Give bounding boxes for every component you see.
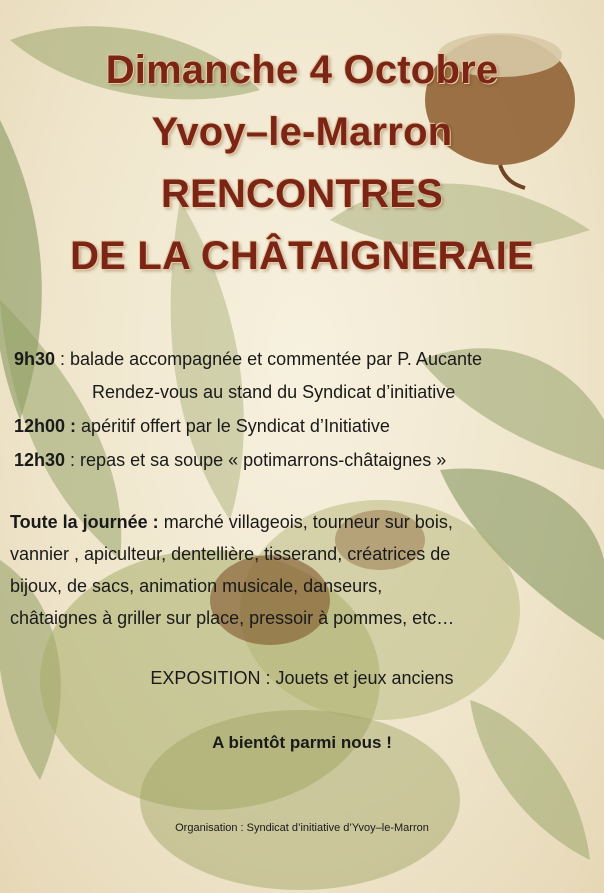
schedule-item [14,450,446,471]
allday-line [10,512,453,533]
schedule-item [14,349,482,370]
allday-line: bijoux, de sacs, animation musicale, danseurs, [10,576,383,596]
allday-label: Toute la journée : [10,512,159,532]
title-location: Yvoy–le-Marron [151,110,453,154]
schedule-time: 12h30 [14,450,66,470]
schedule-time: 9h30 [14,349,56,369]
exposition: EXPOSITION : Jouets et jeux anciens [150,668,454,688]
allday-line: châtaignes à griller sur place, pressoir à pommes, etc… [10,608,455,628]
allday-text: marché villageois, tourneur sur bois, [158,512,453,532]
schedule-subtext: Rendez-vous au stand du Syndicat d’initiative [92,382,456,402]
schedule-time: 12h00 : [14,416,77,436]
allday-line: vannier , apiculteur, dentellière, tisserand, créatrices de [10,544,451,564]
schedule-text: apéritif offert par le Syndicat d’Initiative [76,416,390,436]
schedule-text: : balade accompagnée et commentée par P. Aucante [55,349,482,369]
closing-message: A bientôt parmi nous ! [212,733,392,752]
title-event-line2: DE LA CHÂTAIGNERAIE [70,234,534,278]
title-event-line1: RENCONTRES [160,172,444,216]
title-date: Dimanche 4 Octobre [105,48,499,92]
organisation: Organisation : Syndicat d’initiative d’Yvoy–le-Marron [175,822,429,834]
schedule-item [14,416,390,437]
schedule-text: : repas et sa soupe « potimarrons-châtaignes » [65,450,447,470]
